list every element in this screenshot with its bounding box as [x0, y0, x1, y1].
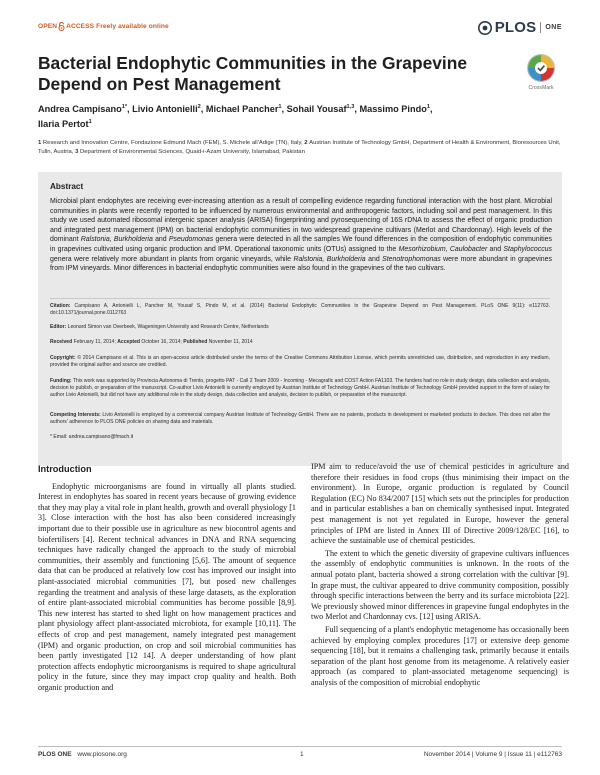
author-affiliation-mark: 1,3: [346, 104, 355, 110]
footer-journal-name: PLOS ONE: [38, 751, 72, 758]
author-list: [38, 101, 518, 131]
left-column-paragraphs: [38, 482, 296, 694]
abstract-taxon: Stenotrophomonas: [382, 255, 441, 263]
competing-text: Livio Antonielli is employed by a commercial company Austrian Institute of Technology GmbH. There are no patents, products in development or marketed products to declare. This does not alter the authors' adherence to PLOS ONE policies on sharing data and materials.: [50, 412, 551, 426]
competing-interests: [50, 412, 550, 426]
author-separator: ,: [200, 104, 206, 115]
author-affiliation-mark: 1: [426, 104, 430, 110]
journal-logo[interactable]: [478, 19, 562, 36]
copyright: [50, 355, 550, 369]
author-name[interactable]: Massimo Pindo: [359, 104, 427, 115]
abstract-taxon: Ralstonia, Burkholderia: [80, 236, 153, 244]
page-header: [38, 19, 562, 41]
editor-label: Editor:: [50, 324, 67, 330]
body-paragraph: IPM aim to reduce/avoid the use of chemical pesticides in agriculture and therefore their residues in food crops (thus minimising their impact on the environment). In Europe, organic production is regulated by Council Regulation (EC) No 834/2007 [15] which sets out the principles for production and in particular establishes a ban on chemically synthesised input. Integrated pest management is not yet regulated in Europe, however the general principles of IPM are listed in Annex III of Directive 2009/128/EC [16], to achieve the sustainable use of chemical pesticides.: [311, 462, 569, 546]
published-label: Published: [183, 339, 208, 345]
crossmark-badge[interactable]: [521, 53, 561, 107]
abstract-taxon: Staphylococcus: [503, 245, 553, 253]
abstract-heading: Abstract: [50, 182, 84, 191]
body-paragraph: Full sequencing of a plant's endophytic metagenome has occasionally been achieved by employing complex procedures [17] or extensive deep genome sequencing [18], but it remains a challenging task, primarily because it entails separation of the plant host genome from its metagenome. A relatively easier approach (as compared to plant-associated metagenome sequencing) is analysis of the composition of microbial endophytic: [311, 624, 569, 687]
abstract-segment: and: [365, 255, 383, 263]
footer-journal: [38, 751, 127, 758]
author-separator: ,: [354, 104, 360, 115]
citation-label: Citation:: [50, 303, 71, 309]
plos-logo-icon: [478, 21, 492, 35]
abstract-segment: genera were relatively more abundant in plants from organic vineyards, while: [50, 255, 294, 263]
author-affiliation-mark: 1: [278, 104, 282, 110]
abstract-divider: [50, 298, 550, 299]
affiliation-text: Austrian Institute of Technology GmbH, Department of Health & Environment, Bioresources Unit, Tulln, Austria,: [38, 140, 561, 155]
affiliation-number: 1: [38, 140, 43, 146]
funding-label: Funding:: [50, 378, 72, 384]
crossmark-icon: [526, 53, 556, 83]
body-paragraph: The extent to which the genetic diversity of grapevine cultivars influences the assembly of endophytic communities is unknown. In the roots of the annual potato plant, bacteria showed a strong correlation with the cultivar [9]. In grape must, the cultivar appeared to drive community composition, possibly through specific interactions between the berry and its surface microbiota [22]. We previously showed minor differences in grapevine fungal endophytes in the two Merlot and Chardonnay cvs. [12] using ARISA.: [311, 548, 569, 622]
copyright-text: © 2014 Campisano et al. This is an open-access article distributed under the terms of the Creative Commons Attribution License, which permits unrestricted use, distribution, and reproduction in any medium, provided the original author and source are credited.: [50, 355, 550, 369]
footer-divider: [38, 746, 562, 747]
abstract-segment: were more abundant in grapevines from IPM vineyards. Minor differences in bacterial endophytic communities were also found in the grapevines of the two cultivars.: [50, 255, 552, 273]
open-access-banner: [38, 22, 169, 31]
abstract-box: [38, 172, 562, 466]
abstract-taxon: Pseudomonas: [168, 236, 214, 244]
open-access-lock-icon: [58, 22, 65, 31]
affiliation-number: 2: [304, 140, 310, 146]
editor: [50, 324, 550, 331]
funding: [50, 378, 550, 399]
article-title: [38, 53, 508, 94]
crossmark-label: CrossMark: [528, 85, 554, 91]
author-affiliation-mark: 1*: [121, 104, 128, 110]
abstract-segment: genera were detected in all the samples We found differences in the composition of endophytic communities in grapevines cultivated using organic production and IPM. Operational taxonomic units (OTUs) assigned to the: [50, 236, 552, 253]
dates: [50, 339, 550, 346]
funding-text: This work was supported by Provincia Autonoma di Trento, progetto PAT - Call 2 Team 2009 - Incoming - Mecagrafic and COST Action FA1103. The funders had no role in study design, data collection and analysis, decision to publish, or preparation of the manuscript. Co-author Livio Antonielli is currently employed by Austrian Institute of Technology GmbH. Austrian Institute of Technology GmbH provided support in the form of salary for author Livio Antonielli, but did not have any additional role in the study design, data collection and analysis, decision to publish, or preparation of the manuscript.: [50, 378, 550, 399]
abstract-text: [50, 197, 552, 274]
received-label: Received: [50, 339, 73, 345]
author-line-1: [38, 101, 518, 116]
author-name[interactable]: Michael Pancher: [205, 104, 279, 115]
abstract-taxon: Ralstonia, Burkholderia: [293, 255, 366, 263]
affiliations: [38, 139, 562, 156]
article-title-line-1: Bacterial Endophytic Communities in the Grapevine: [38, 53, 468, 73]
section-heading-introduction: Introduction: [38, 464, 92, 474]
accepted-text: October 16, 2014;: [141, 339, 182, 345]
abstract-taxon: Mesorhizobium, Caulobacter: [398, 245, 488, 253]
abstract-segment: and: [487, 245, 504, 253]
received-text: February 11, 2014;: [73, 339, 116, 345]
author-separator: ,: [281, 104, 287, 115]
body-column-right: [311, 462, 569, 690]
author-name[interactable]: Ilaria Pertot: [38, 119, 89, 130]
abstract-segment: Microbial plant endophytes are receiving ever-increasing attention as a result of compelling evidence regarding functional interaction with the host plant. Microbial communities in plants were recently reported to be influenced by numerous environmental and anthropogenic factors, including soil and pest management. In this study we used automated ribosomal intergenic spacer analysis (ARISA) fingerprinting and pyrosequencing of 16S rDNA to assess the effect of organic production and integrated pest management (IPM) on bacterial endophytic communities in two widespread grapevine cultivars (Merlot and Chardonnay). High levels of the dominant: [50, 198, 552, 244]
contact-email[interactable]: [50, 434, 550, 441]
author-name[interactable]: Livio Antonielli: [132, 104, 198, 115]
open-access-prefix: OPEN: [38, 23, 58, 30]
competing-label: Competing Interests:: [50, 412, 101, 418]
footer-url[interactable]: www.plosone.org: [77, 751, 127, 758]
body-paragraph: Endophytic microorganisms are found in virtually all plants studied. Interest in endophytes has soared in recent years because of growing evidence that they may play a vital role in plant health, growth and overall physiology [1 3]. Close interaction with the host has also been considered increasingly important due to their possible use in agriculture as new biocontrol agents and biofertilisers [4]. Recent technical advances in DNA and RNA sequencing techniques have radically changed the approach to the study of microbial communities, their assembly and functioning [5,6]. The amount of sequence data that can be produced at relatively low cost has improved our insight into plant-associated microbial communities [7], but posed new challenges regarding the treatment and analysis of these large datasets, as the exploration of entire plant-associated microbial communities has become possible [8,9]. This new interest has started to shed light on how management practices and plant physiology affect plant-associated microbiota, for example [10,11]. The effects of crop and pest management, namely integrated pest management (IPM) and organic production, on crop and soil microbial communities has been partly investigated [12 14]. A deeper understanding of how plant protection affects endophytic microorganisms is required to shape agricultural policy in the future, since they may impact crop quality and health. Both organic production and: [38, 481, 296, 692]
email-text: * Email: andrea.campisano@fmach.it: [50, 434, 134, 440]
author-affiliation-mark: 2: [197, 104, 201, 110]
author-name[interactable]: Andrea Campisano: [38, 104, 122, 115]
footer-issue: November 2014 | Volume 9 | Issue 11 | e112763: [423, 751, 562, 758]
author-line-2: [38, 116, 518, 131]
author-name[interactable]: Sohail Yousaf: [286, 104, 347, 115]
affiliation-text: Department of Environmental Sciences, Quaid-i-Azam University, Islamabad, Pakistan: [80, 148, 305, 155]
logo-divider: [540, 22, 541, 33]
affiliation-text: Research and Innovation Centre, Fondazione Edmund Mach (FEM), S. Michele all'Adige (TN), Italy,: [42, 140, 305, 146]
affiliation-number: 3: [75, 148, 81, 155]
author-separator: ,: [429, 104, 433, 115]
open-access-suffix: ACCESS Freely available online: [66, 23, 169, 30]
citation: [50, 303, 550, 317]
author-separator: ,: [127, 104, 133, 115]
body-column-left: [38, 463, 296, 695]
journal-logo-text: PLOS: [494, 19, 537, 36]
accepted-label: Accepted: [117, 339, 140, 345]
editor-text: Leonard Simon van Overbeek, Wageningen University and Research Centre, Netherlands: [67, 324, 269, 330]
citation-text: Campisano A, Antonielli L, Pancher M, Yousaf S, Pindo M, et al. (2014) Bacterial Endophytic Communities in the Grapevine Depend on Pest Management. PLoS ONE 9(11): e112763. doi:10.1371/journal.pone.0112763: [50, 303, 550, 317]
author-affiliation-mark: 1: [88, 119, 92, 126]
journal-logo-sub: ONE: [545, 24, 562, 31]
published-text: November 11, 2014: [208, 339, 253, 345]
article-title-line-2: Depend on Pest Management: [38, 73, 281, 94]
page-number: 1: [300, 751, 304, 758]
abstract-segment: and: [152, 236, 169, 244]
copyright-label: Copyright:: [50, 355, 76, 361]
